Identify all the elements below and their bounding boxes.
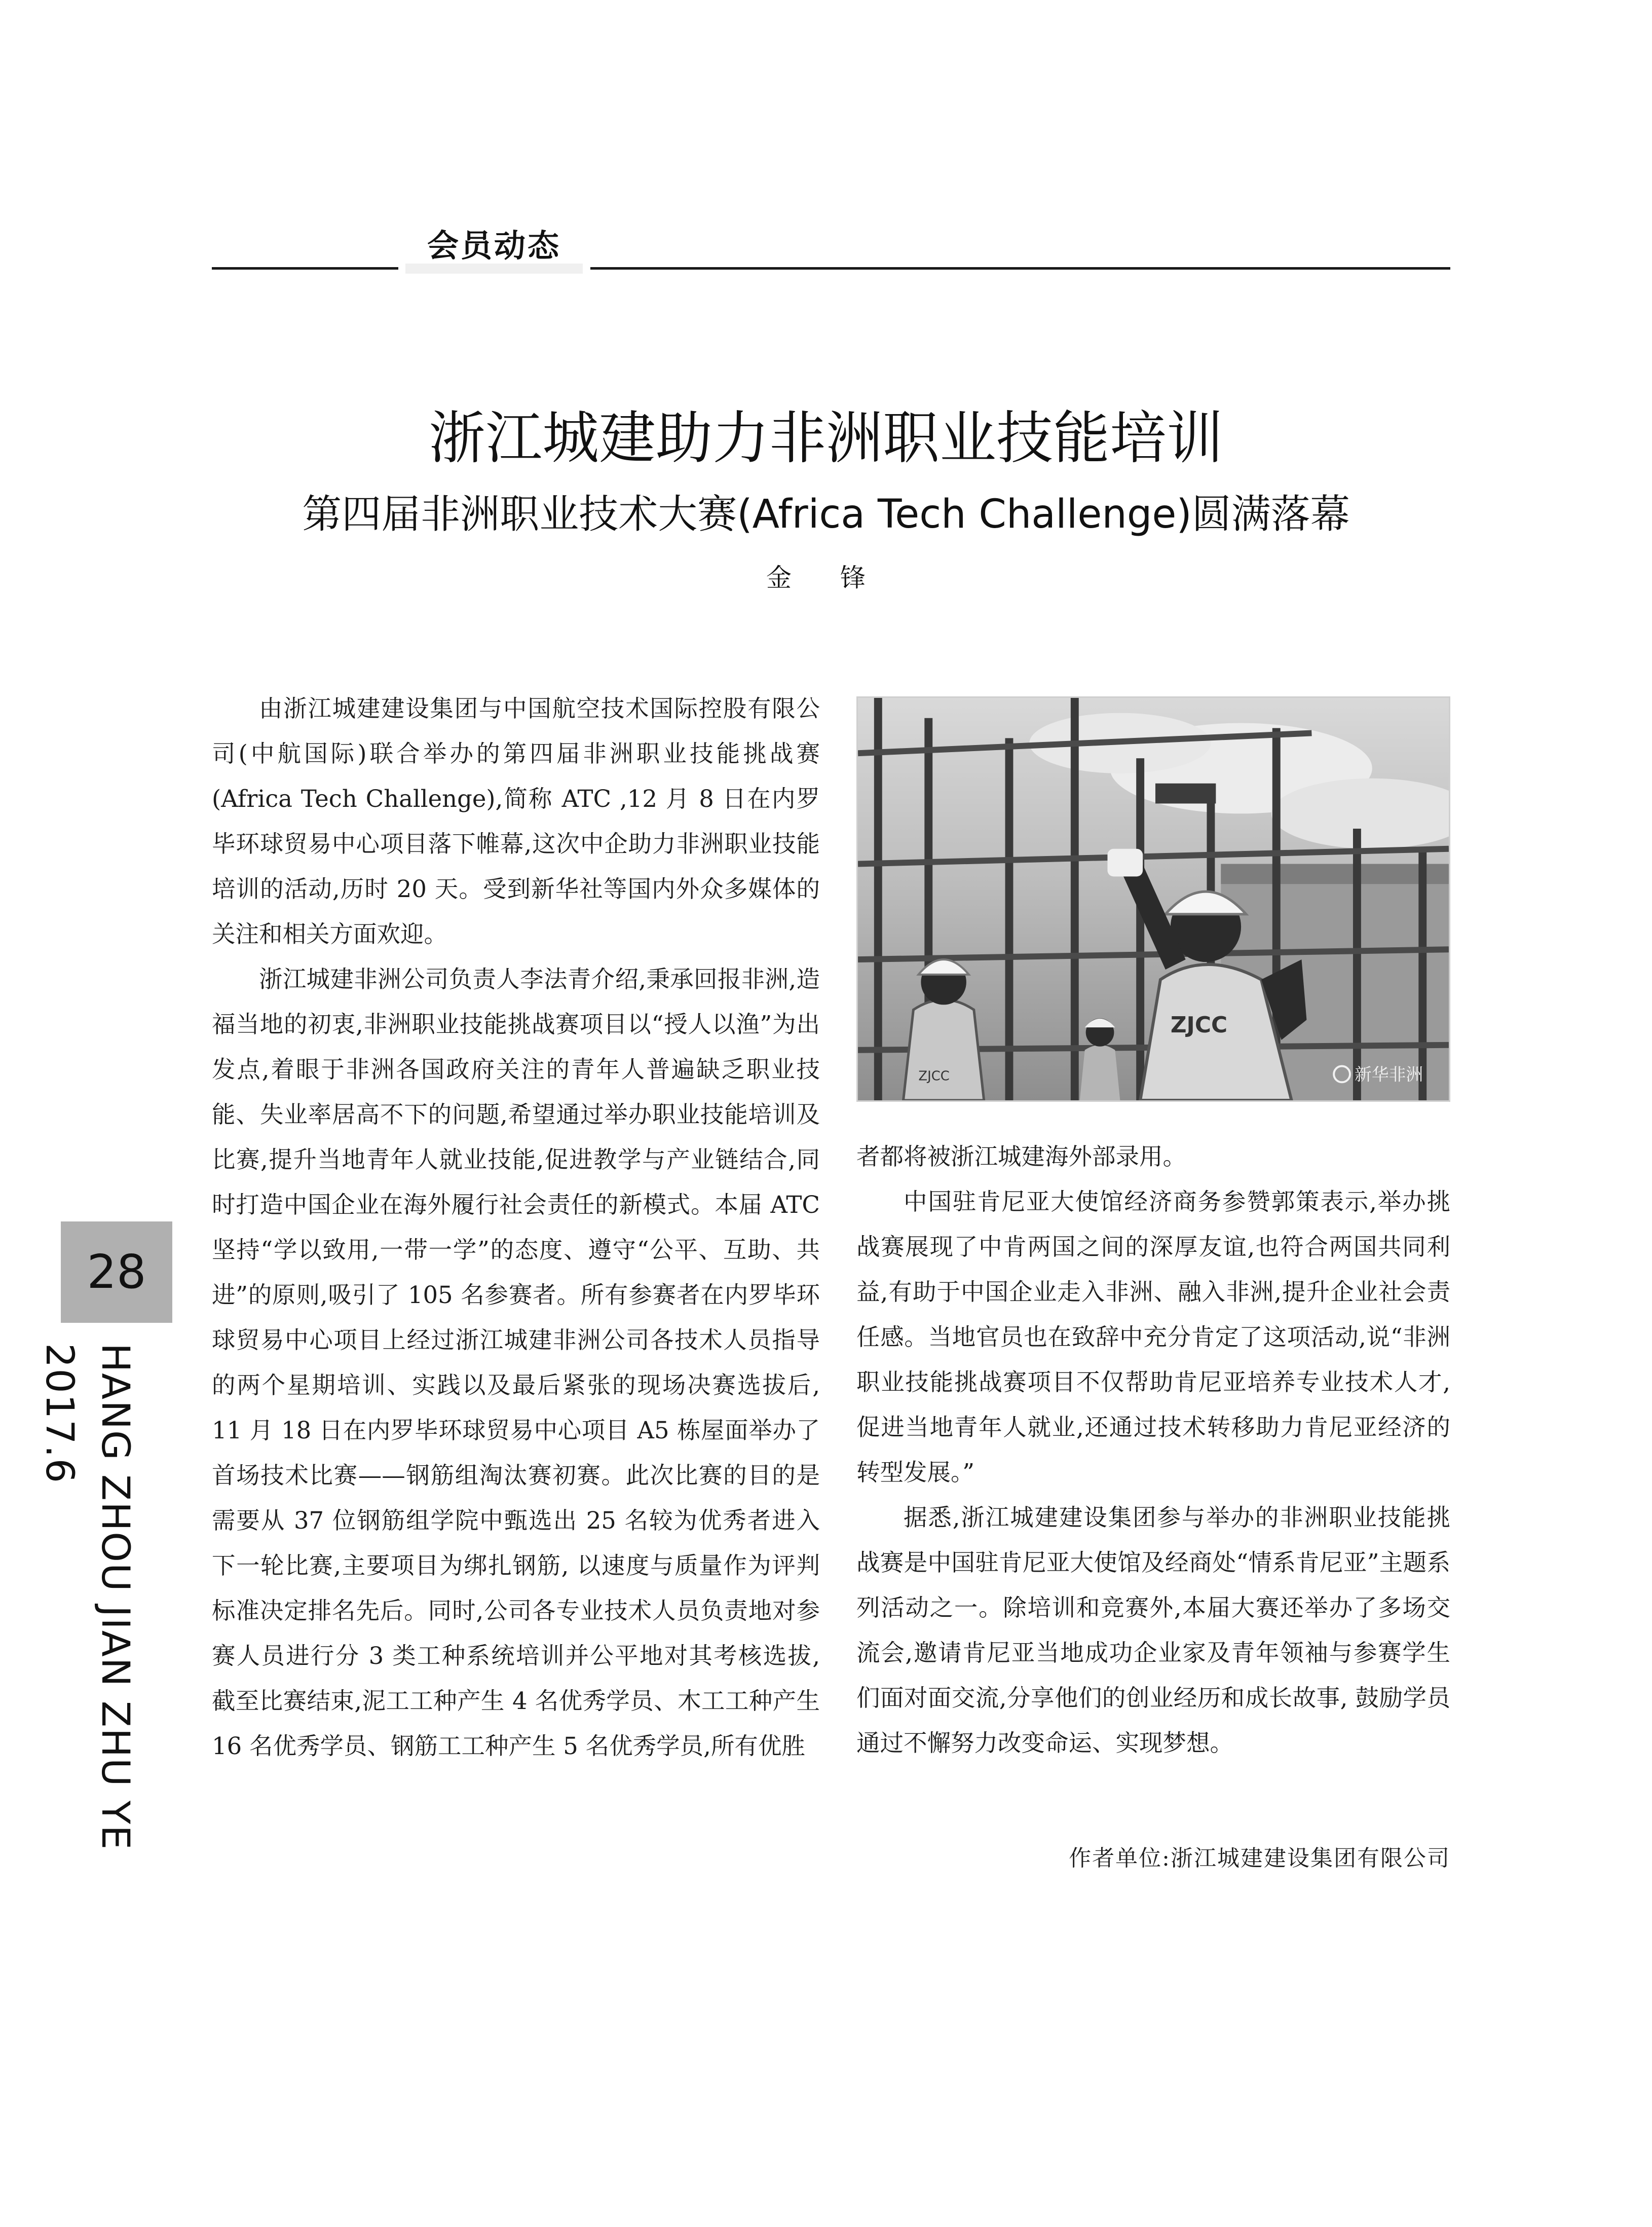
- author-affiliation: 作者单位:浙江城建建设集团有限公司: [1069, 1845, 1450, 1871]
- svg-text:ZJCC: ZJCC: [918, 1068, 950, 1084]
- page-number: 28: [61, 1221, 172, 1323]
- paragraph-continued: 者都将被浙江城建海外部录用。: [856, 1143, 1186, 1170]
- section-label: 会员动态: [427, 227, 561, 264]
- article-subtitle: 第四届非洲职业技术大赛(Africa Tech Challenge)圆满落幕: [302, 492, 1350, 537]
- header-rule-right: [590, 267, 1450, 270]
- journal-issue: HANG ZHOU JIAN ZHU YE 2017.6: [37, 1343, 138, 1851]
- paragraph: 中国驻肯尼亚大使馆经济商务参赞郭策表示,举办挑战赛展现了中肯两国之间的深厚友谊,也符合两国共同利益,有助于中国企业走入非洲、融入非洲,提升企业社会责任感。当地官员也在致辞中充分肯定了这项活动,说“非洲职业技能挑战赛项目不仅帮助肯尼亚培养专业技术人才,促进当地青年人就业,还通过技术转移助力肯尼亚经济的转型发展。”: [856, 1188, 1450, 1486]
- worker-left: [904, 959, 984, 1100]
- svg-text:ZJCC: ZJCC: [1170, 1012, 1228, 1038]
- header-rule-left: [212, 267, 398, 270]
- body-left-column: [212, 686, 820, 1769]
- photo-illustration: [858, 698, 1449, 1100]
- article-title: 浙江城建助力非洲职业技能培训: [429, 405, 1223, 471]
- paragraph: 据悉,浙江城建建设集团参与举办的非洲职业技能挑战赛是中国驻肯尼亚大使馆及经商处“情系肯尼亚”主题系列活动之一。除培训和竞赛外,本届大赛还举办了多场交流会,邀请肯尼亚当地成功企业家及青年领袖与参赛学生们面对面交流,分享他们的创业经历和成长故事, 鼓励学员通过不懈努力改变命运、实现梦想。: [856, 1504, 1450, 1757]
- article-author: 金 锋: [766, 563, 886, 592]
- svg-text:新华非洲: 新华非洲: [1354, 1064, 1423, 1085]
- body-right-column: [856, 1134, 1450, 1766]
- paragraph: 由浙江城建建设集团与中国航空技术国际控股有限公司(中航国际)联合举办的第四届非洲职业技能挑战赛(Africa Tech Challenge),简称 ATC ,12 月 8 日在内罗毕环球贸易中心项目落下帷幕,这次中企助力非洲职业技能培训的活动,历时 20 天。受到新华社等国内外众多媒体的关注和相关方面欢迎。: [212, 695, 820, 948]
- paragraph: 浙江城建非洲公司负责人李法青介绍,秉承回报非洲,造福当地的初衷,非洲职业技能挑战赛项目以“授人以渔”为出发点,着眼于非洲各国政府关注的青年人普遍缺乏职业技能、失业率居高不下的问题,希望通过举办职业技能培训及比赛,提升当地青年人就业技能,促进教学与产业链结合,同时打造中国企业在海外履行社会责任的新模式。本届 ATC 坚持“学以致用,一带一学”的态度、遵守“公平、互助、共进”的原则,吸引了 105 名参赛者。所有参赛者在内罗毕环球贸易中心项目上经过浙江城建非洲公司各技术人员指导的两个星期培训、实践以及最后紧张的现场决赛选拔后, 11 月 18 日在内罗毕环球贸易中心项目 A5 栋屋面举办了首场技术比赛——钢筋组淘汰赛初赛。此次比赛的目的是需要从 37 位钢筋组学院中甄选出 25 名较为优秀者进入下一轮比赛,主要项目为绑扎钢筋, 以速度与质量作为评判标准决定排名先后。同时,公司各专业技术人员负责地对参赛人员进行分 3 类工种系统培训并公平地对其考核选拔, 截至比赛结束,泥工工种产生 4 名优秀学员、木工工种产生 16 名优秀学员、钢筋工工种产生 5 名优秀学员,所有优胜: [212, 966, 820, 1760]
- article-photo: [856, 696, 1450, 1102]
